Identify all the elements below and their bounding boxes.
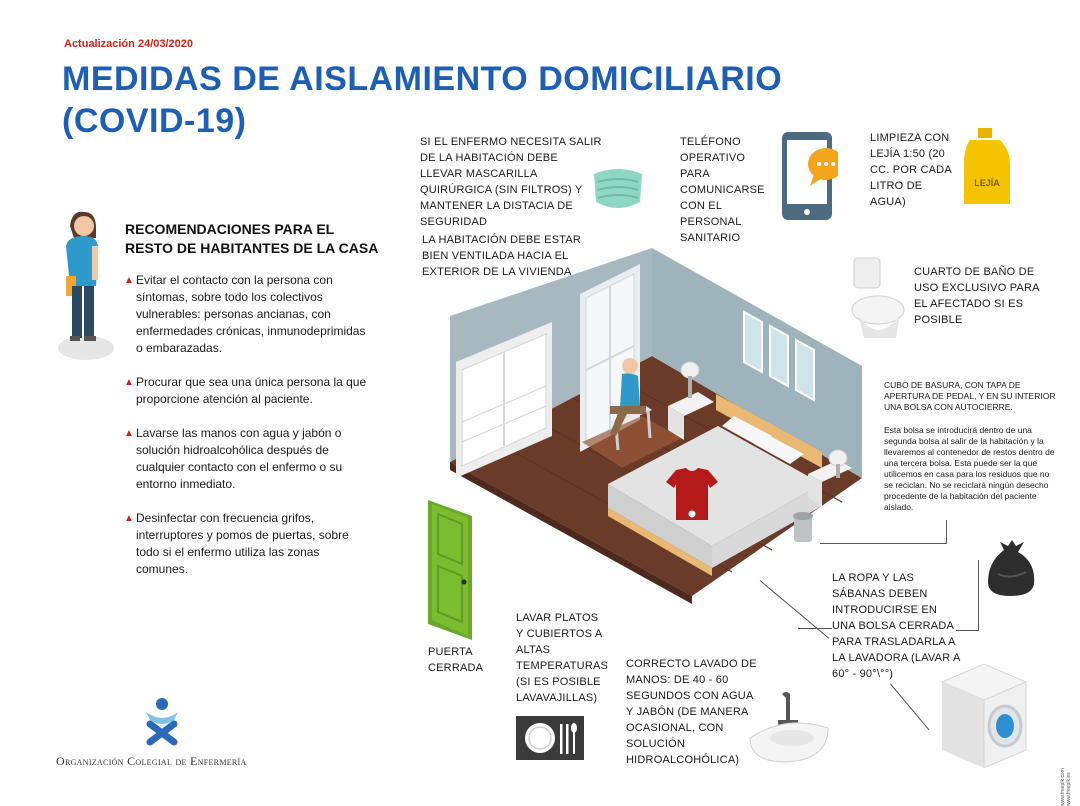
recommendations-title (125, 220, 378, 258)
list-item (124, 374, 374, 408)
list-item (124, 272, 374, 357)
recommendations-title-line-2: RESTO DE HABITANTES DE LA CASA (125, 240, 379, 256)
title-line-2: (COVID-19) (62, 102, 247, 140)
list-item (124, 510, 374, 578)
bathroom-callout: CUARTO DE BAÑO DE USO EXCLUSIVO PARA EL AFECTADO SI ES POSIBLE (914, 266, 1040, 326)
sink-faucet-icon (746, 690, 832, 764)
bleach-callout: LIMPIEZA CON LEJÍA 1:50 (20 CC. POR CADA LITRO DE AGUA) (870, 132, 952, 208)
bleach-bottle-label: LEJÍA (974, 178, 1000, 188)
laundry-callout: LA ROPA Y LAS SÁBANAS DEBEN INTRODUCIRSE EN UNA BOLSA CERRADA PARA TRASLADARLA A LA LAVADORA (LAVAR A 60° - 90°\°°) (832, 572, 960, 680)
door-callout: PUERTA CERRADA (428, 646, 484, 674)
recommendations-title-line-1: RECOMENDACIONES PARA EL (125, 221, 335, 237)
page-title (62, 58, 782, 142)
mask-callout: SI EL ENFERMO NECESITA SALIR DE LA HABITACIÓN DEBE LLEVAR MASCARILLA QUIRÚRGICA (SIN FILTROS) Y MANTENER LA DISTACIA DE SEGURIDAD (420, 136, 602, 228)
bedroom-illustration (432, 246, 872, 626)
dishes-callout: LAVAR PLATOS Y CUBIERTOS A ALTAS TEMPERATURAS (SI ES POSIBLE LAVAVAJILLAS) (516, 612, 609, 704)
caregiver-person-icon (52, 206, 120, 366)
title-line-1: MEDIDAS DE AISLAMIENTO DOMICILIARIO (62, 60, 783, 98)
bleach-bottle-icon (960, 124, 1014, 210)
tshirt-icon (664, 466, 720, 522)
red-triangle-icon: ▲ (124, 428, 134, 439)
list-item (124, 425, 374, 493)
image-credit: www.freepik.com www.freepik.es (1060, 768, 1072, 806)
list-item-text: Lavarse las manos con agua y jabón o solución hidroalcohólica después de cualquier contacto con el enfermo o su entorno inmediato. (136, 426, 343, 491)
red-triangle-icon: ▲ (124, 377, 134, 388)
plate-cutlery-icon (516, 716, 584, 760)
list-item-text: Desinfectar con frecuencia grifos, interruptores y pomos de puertas, sobre todo si el enfermo utiliza las zonas comunes. (136, 511, 349, 576)
toilet-icon (846, 254, 908, 344)
organization-logo-icon (140, 694, 184, 746)
surgical-mask-icon (586, 160, 650, 216)
recommendations-list (124, 272, 374, 595)
phone-callout: TELÉFONO OPERATIVO PARA COMUNICARSE CON EL PERSONAL SANITARIO (680, 136, 765, 244)
trash-callout-body: Esta bolsa se introducirá dentro de una segunda bolsa al salir de la habitación y la llevaremos al contenedor de restos dentro de una tercera bolsa. Esta puede ser la que utilicemos en casa para los residuos que no se reciclan. No se reciclará ningún desecho procedente de la habitación del paciente aislado. (884, 425, 1055, 512)
handwash-callout: CORRECTO LAVADO DE MANOS: DE 40 - 60 SEGUNDOS CON AGUA Y JABÓN (DE MANERA OCASIONAL, CON SOLUCIÓN HIDROALCOHÓLICA) (626, 658, 757, 766)
list-item-text: Evitar el contacto con la persona con síntomas, sobre todo los colectivos vulnerables: personas ancianas, con enfermedades crónicas, inmunodeprimidas o embarazadas. (136, 273, 366, 355)
door-icon (428, 500, 478, 640)
ventilation-callout: LA HABITACIÓN DEBE ESTAR BIEN VENTILADA HACIA EL EXTERIOR DE LA VIVIENDA (422, 234, 582, 278)
red-triangle-icon: ▲ (124, 275, 134, 286)
trash-callout-title: CUBO DE BASURA, CON TAPA DE APERTURA DE PEDAL, Y EN SU INTERIOR UNA BOLSA CON AUTOCIERRE. (884, 380, 1056, 412)
smartphone-icon (778, 130, 838, 222)
organization-name: Organización Colegial de Enfermería (56, 754, 247, 768)
update-date: Actualización 24/03/2020 (64, 38, 194, 50)
washing-machine-icon (938, 662, 1030, 770)
red-triangle-icon: ▲ (124, 513, 134, 524)
garbage-bag-icon (984, 540, 1038, 596)
list-item-text: Procurar que sea una única persona la que proporcione atención al paciente. (136, 375, 367, 406)
